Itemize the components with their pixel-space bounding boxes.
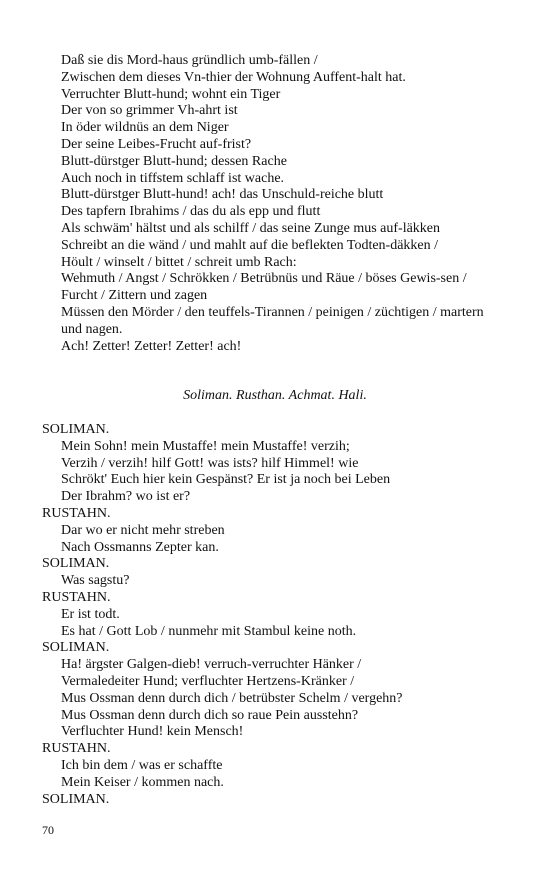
verse-line: Blutt-dürstger Blutt-hund; dessen Rache (61, 153, 287, 169)
dialogue-block (42, 422, 492, 808)
verse-line: In öder wildnüs an dem Niger (61, 120, 229, 136)
verse-line: Verruchter Blutt-hund; wohnt ein Tiger (61, 86, 281, 102)
verse-line: Der seine Leibes-Frucht auf-frist? (61, 136, 252, 152)
speaker-name: SOLIMAN. (42, 640, 110, 656)
dialogue-line: Ha! ärgster Galgen-dieb! verruch-verruchter Hänker / (61, 657, 362, 673)
verse-line: Zwischen dem dieses Vn-thier der Wohnung Auffent-halt hat. (61, 69, 406, 85)
verse-line: Des tapfern Ibrahims / das du als epp und flutt (61, 204, 321, 220)
speaker-name: SOLIMAN. (42, 422, 110, 437)
dialogue-line: Was sagstu? (61, 573, 130, 589)
verse-block (61, 53, 491, 355)
dialogue-line: Ich bin dem / was er schaffte (61, 757, 223, 773)
speaker-name: SOLIMAN. (42, 556, 110, 572)
dialogue-line: Mus Ossman denn durch dich / betrübster Schelm / vergehn? (61, 690, 403, 706)
verse-line: Daß sie dis Mord-haus gründlich umb-fällen / (61, 53, 318, 68)
dialogue-line: Vermaledeiter Hund; verfluchter Hertzens-Kränker / (61, 673, 355, 689)
verse-line: Schreibt an die wänd / und mahlt auf die beflekten Todten-däkken / (61, 237, 439, 253)
verse-line: Höult / winselt / bittet / schreit umb Rach: (61, 254, 297, 270)
speaker-name: SOLIMAN. (42, 791, 110, 807)
verse-line: Blutt-dürstger Blutt-hund! ach! das Unschuld-reiche blutt (61, 187, 384, 203)
stage-direction: Soliman. Rusthan. Achmat. Hali. (183, 388, 367, 403)
verse-line: Ach! Zetter! Zetter! Zetter! ach! (61, 338, 242, 354)
verse-line: Wehmuth / Angst / Schrökken / Betrübnüs und Räue / böses Gewis-sen / Furcht / Zittern und zagen (61, 271, 467, 304)
speaker-name: RUSTAHN. (42, 505, 111, 521)
verse-line: Als schwäm' hältst und als schilff / das seine Zunge mus auf-läkken (61, 220, 441, 236)
page-number: 70 (42, 823, 54, 837)
dialogue-line: Verfluchter Hund! kein Mensch! (61, 724, 244, 740)
dialogue-line: Schrökt' Euch hier kein Gespänst? Er ist ja noch bei Leben (61, 472, 391, 488)
dialogue-line: Mein Keiser / kommen nach. (61, 774, 224, 790)
verse-line: Auch noch in tiffstem schlaff ist wache. (61, 170, 285, 186)
dialogue-line: Mein Sohn! mein Mustaffe! mein Mustaffe! verzih; (61, 438, 350, 454)
dialogue-line: Verzih / verzih! hilf Gott! was ists? hilf Himmel! wie (61, 455, 359, 471)
speaker-name: RUSTAHN. (42, 589, 111, 605)
dialogue-line: Nach Ossmanns Zepter kan. (61, 539, 219, 555)
dialogue-line: Er ist todt. (61, 606, 120, 622)
dialogue-line: Mus Ossman denn durch dich so raue Pein ausstehn? (61, 707, 359, 723)
dialogue-line: Der Ibrahm? wo ist er? (61, 489, 191, 505)
dialogue-line: Dar wo er nicht mehr streben (61, 522, 225, 538)
verse-line: Der von so grimmer Vh-ahrt ist (61, 103, 238, 119)
dialogue-line: Es hat / Gott Lob / nunmehr mit Stambul keine noth. (61, 623, 357, 639)
verse-line: Müssen den Mörder / den teuffels-Tirannen / peinigen / züchtigen / martern und nagen. (61, 304, 484, 337)
speaker-name: RUSTAHN. (42, 741, 111, 757)
